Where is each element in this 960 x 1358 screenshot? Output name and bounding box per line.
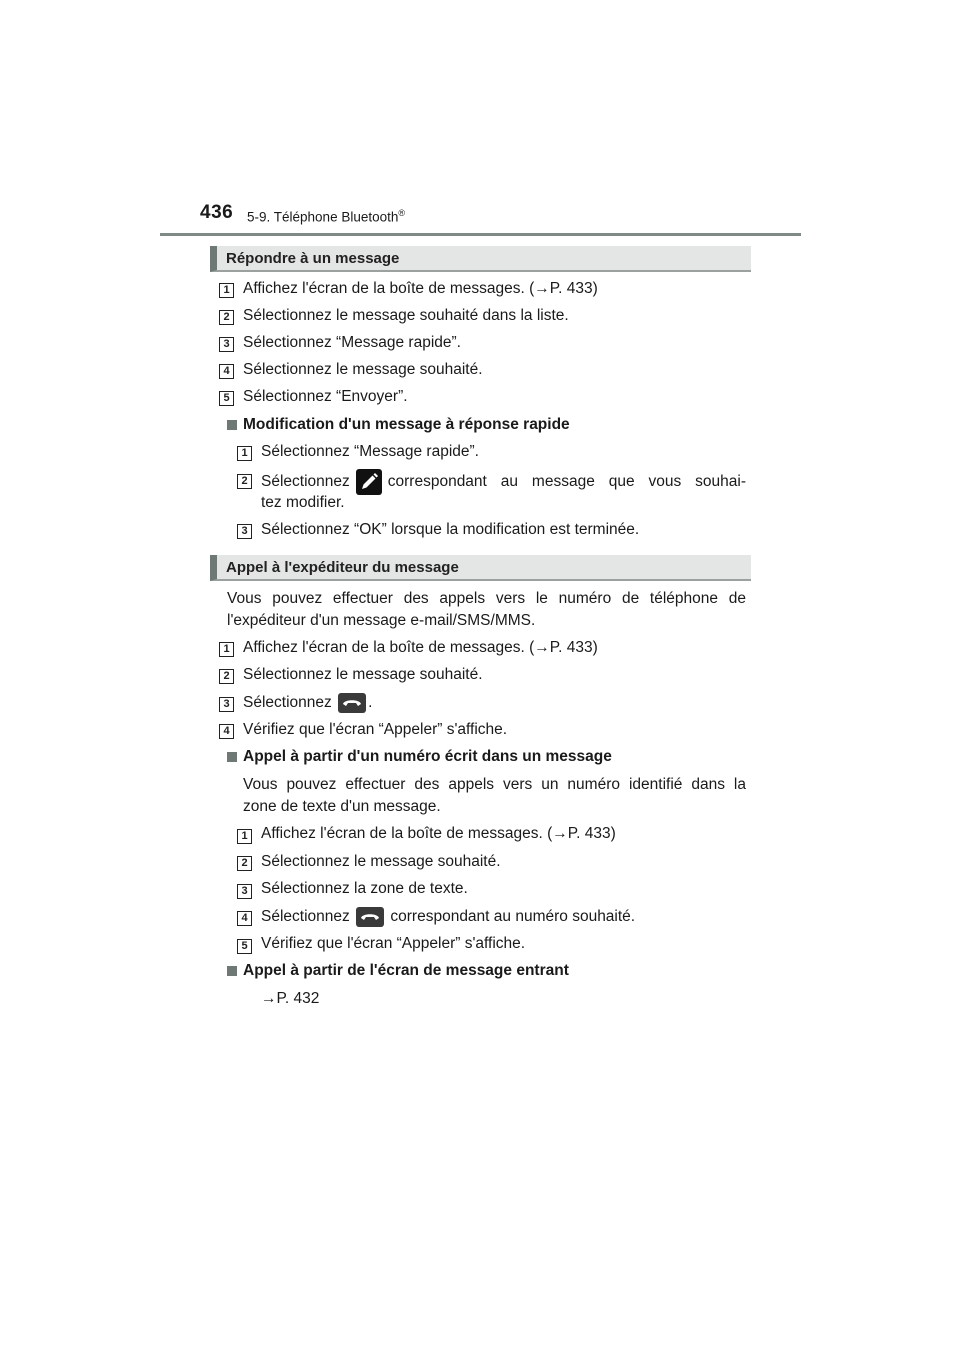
step-text: Sélectionnez bbox=[243, 694, 332, 711]
page-reference: →P. 432 bbox=[261, 990, 320, 1007]
step-text: Sélectionnez “Message rapide”. bbox=[243, 334, 461, 351]
step-text: Sélectionnez “Message rapide”. bbox=[261, 443, 479, 460]
step-number: 1 bbox=[237, 829, 252, 844]
step-number: 1 bbox=[237, 446, 252, 461]
step-number: 2 bbox=[219, 310, 234, 325]
section-heading-call-sender bbox=[210, 555, 751, 581]
subsection-bullet bbox=[227, 752, 237, 762]
step-number: 1 bbox=[219, 642, 234, 657]
step-number: 4 bbox=[237, 911, 252, 926]
chapter-title-text: 5-9. Téléphone Bluetooth bbox=[247, 209, 399, 225]
intro-text: zone de texte d'un message. bbox=[243, 798, 441, 815]
step-text: Affichez l'écran de la boîte de messages. (→P. 433) bbox=[243, 280, 598, 297]
step-text: . bbox=[368, 694, 373, 711]
step-text: Sélectionnez “Envoyer”. bbox=[243, 388, 408, 405]
section-heading-reply bbox=[210, 246, 751, 272]
step-text: Vérifiez que l'écran “Appeler” s'affiche. bbox=[261, 935, 526, 952]
step-text-with-icon bbox=[243, 692, 372, 714]
section-title: Répondre à un message bbox=[226, 250, 400, 267]
step-text: Vérifiez que l'écran “Appeler” s'affiche. bbox=[243, 721, 508, 738]
section-title: Appel à l'expéditeur du message bbox=[226, 559, 459, 576]
registered-mark: ® bbox=[398, 208, 406, 218]
step-number: 4 bbox=[219, 724, 234, 739]
step-text: Sélectionnez bbox=[261, 473, 350, 490]
step-text: Sélectionnez bbox=[261, 908, 350, 925]
edit-pencil-icon bbox=[356, 469, 382, 495]
intro-text: l'expéditeur d'un message e-mail/SMS/MMS. bbox=[227, 612, 536, 629]
subsection-title: Modification d'un message à réponse rapide bbox=[243, 416, 570, 433]
step-text: Sélectionnez la zone de texte. bbox=[261, 880, 468, 897]
header-rule bbox=[160, 233, 801, 236]
step-text: Sélectionnez le message souhaité. bbox=[243, 666, 483, 683]
step-number: 5 bbox=[219, 391, 234, 406]
step-text: correspondant au numéro souhaité. bbox=[390, 908, 636, 925]
intro-text: Vous pouvez effectuer des appels vers le numéro de téléphone de bbox=[227, 590, 746, 607]
subsection-bullet bbox=[227, 966, 237, 976]
intro-text: Vous pouvez effectuer des appels vers un numéro identifié dans la bbox=[243, 776, 746, 793]
step-number: 2 bbox=[219, 669, 234, 684]
step-text: Affichez l'écran de la boîte de messages. (→P. 433) bbox=[261, 825, 616, 842]
step-number: 2 bbox=[237, 474, 252, 489]
step-number: 3 bbox=[237, 884, 252, 899]
chapter-title bbox=[247, 208, 405, 225]
step-text: Sélectionnez le message souhaité. bbox=[261, 853, 501, 870]
step-text: Sélectionnez le message souhaité. bbox=[243, 361, 483, 378]
phone-handset-icon bbox=[338, 693, 366, 713]
phone-handset-icon bbox=[356, 907, 384, 927]
step-number: 3 bbox=[219, 337, 234, 352]
step-number: 5 bbox=[237, 939, 252, 954]
step-number: 3 bbox=[219, 697, 234, 712]
subsection-title: Appel à partir d'un numéro écrit dans un message bbox=[243, 748, 612, 765]
step-text-with-icon bbox=[261, 906, 635, 928]
step-number: 4 bbox=[219, 364, 234, 379]
subsection-title: Appel à partir de l'écran de message entrant bbox=[243, 962, 569, 979]
step-number: 2 bbox=[237, 856, 252, 871]
step-text: Sélectionnez “OK” lorsque la modification est terminée. bbox=[261, 521, 640, 538]
step-text-after bbox=[388, 471, 746, 493]
step-number: 1 bbox=[219, 283, 234, 298]
step-text: Sélectionnez le message souhaité dans la liste. bbox=[243, 307, 569, 324]
step-number: 3 bbox=[237, 524, 252, 539]
step-text: correspondant au message que vous souhai- bbox=[387, 473, 746, 490]
page-number: 436 bbox=[200, 202, 234, 223]
step-text-continued: tez modifier. bbox=[261, 494, 345, 511]
step-text: Affichez l'écran de la boîte de messages. (→P. 433) bbox=[243, 639, 598, 656]
subsection-bullet bbox=[227, 420, 237, 430]
